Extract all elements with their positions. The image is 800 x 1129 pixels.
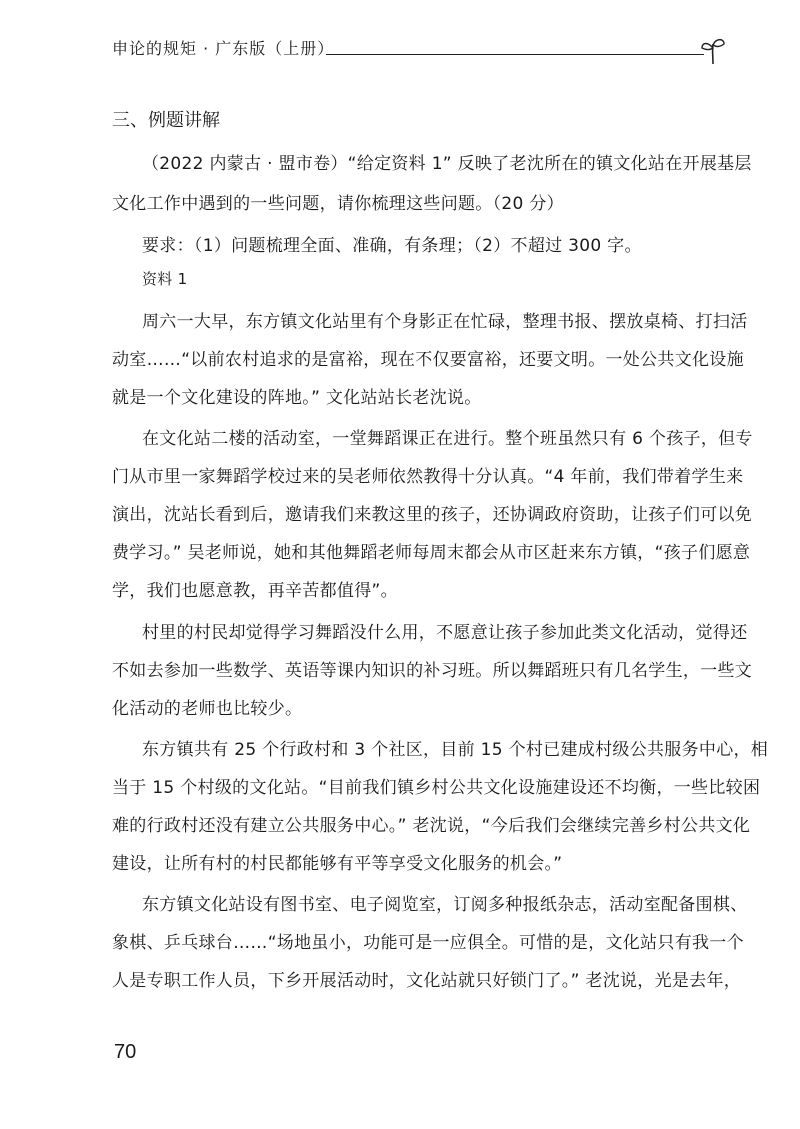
paragraph-line: 当于 15 个村级的文化站。“目前我们镇乡村公共文化设施建设还不均衡，一些比较困 — [112, 778, 761, 798]
material-label: 资料 1 — [142, 270, 188, 288]
paragraph-line: 化活动的老师也比较少。 — [112, 699, 303, 719]
paragraph-line: 建设，让所有村的村民都能够有平等享受文化服务的机会。” — [112, 854, 563, 874]
question-line: （2022 内蒙古 · 盟市卷）“给定资料 1” 反映了老沈所在的镇文化站在开展基层 — [142, 154, 752, 174]
paragraph-line: 学，我们也愿意教，再辛苦都值得”。 — [112, 581, 398, 601]
paragraph-line: 东方镇共有 25 个行政村和 3 个社区，目前 15 个村已建成村级公共服务中心，相 — [142, 740, 769, 760]
page-number: 70 — [114, 1041, 137, 1063]
paragraph-line: 象棋、乒乓球台……“场地虽小，功能可是一应俱全。可惜的是，文化站只有我一个 — [112, 933, 744, 953]
paragraph-line: 费学习。” 吴老师说，她和其他舞蹈老师每周末都会从市区赶来东方镇，“孩子们愿意 — [112, 543, 751, 563]
question-line: 文化工作中遇到的一些问题，请你梳理这些问题。（20 分） — [112, 194, 564, 214]
paragraph-line: 动室……“以前农村追求的是富裕，现在不仅要富裕，还要文明。一处公共文化设施 — [112, 350, 744, 370]
header-rule — [326, 54, 704, 55]
paragraph-line: 周六一大早，东方镇文化站里有个身影正在忙碌，整理书报、摆放桌椅、打扫活 — [142, 312, 748, 332]
running-header — [112, 36, 712, 66]
sprout-icon — [700, 36, 726, 66]
paragraph-line: 村里的村民却觉得学习舞蹈没什么用，不愿意让孩子参加此类文化活动，觉得还 — [142, 623, 748, 643]
section-heading: 三、例题讲解 — [112, 110, 220, 131]
paragraph-line: 难的行政村还没有建立公共服务中心。” 老沈说，“今后我们会继续完善乡村公共文化 — [112, 816, 751, 836]
paragraph-line: 人是专职工作人员，下乡开展活动时，文化站就只好锁门了。” 老沈说，光是去年， — [112, 971, 742, 991]
book-title: 申论的规矩 · 广东版（上册） — [112, 39, 335, 58]
paragraph-line: 不如去参加一些数学、英语等课内知识的补习班。所以舞蹈班只有几名学生，一些文 — [112, 661, 753, 681]
paragraph-line: 就是一个文化建设的阵地。” 文化站站长老沈说。 — [112, 388, 482, 408]
paragraph-line: 在文化站二楼的活动室，一堂舞蹈课正在进行。整个班虽然只有 6 个孩子，但专 — [142, 429, 753, 449]
paragraph-line: 门从市里一家舞蹈学校过来的吴老师依然教得十分认真。“4 年前，我们带着学生来 — [112, 467, 744, 487]
paragraph-line: 东方镇文化站设有图书室、电子阅览室，订阅多种报纸杂志，活动室配备围棋、 — [142, 895, 748, 915]
requirement-line: 要求：（1）问题梳理全面、准确，有条理；（2）不超过 300 字。 — [142, 236, 642, 256]
paragraph-line: 演出，沈站长看到后，邀请我们来教这里的孩子，还协调政府资助，让孩子们可以免 — [112, 505, 753, 525]
